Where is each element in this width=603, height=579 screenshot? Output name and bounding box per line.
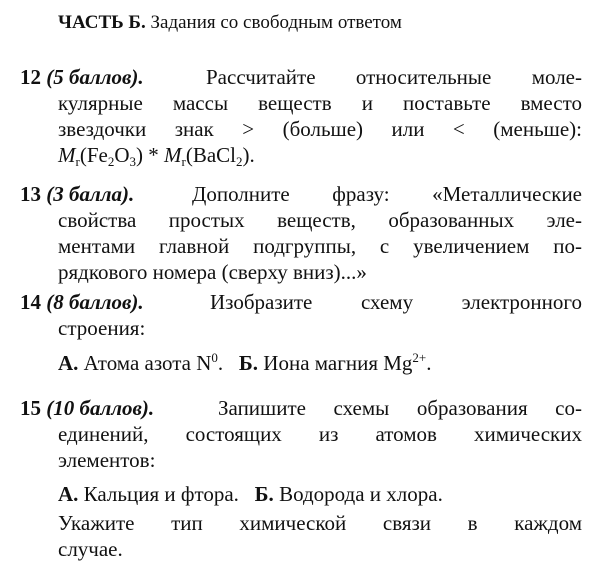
task-13-line-1: [20, 181, 582, 207]
option-b-text: Иона магния $Mg^{2+}$.: [263, 350, 432, 375]
task-15-note: [20, 510, 582, 562]
task-13: [20, 181, 582, 285]
task-15-options: [58, 482, 443, 507]
option-a-text: Атома азота $N^0$.: [83, 350, 224, 375]
task-14: [20, 289, 582, 341]
task-13-line-2: свойства простых веществ, образованных эле-: [58, 208, 582, 232]
task-14-text-1: Изобразите схему электронного: [210, 290, 582, 314]
task-13-text-1: Дополните фразу: «Металлические: [192, 182, 582, 206]
task-15-note-line-2: случае.: [58, 537, 123, 561]
task-12-line-1: [20, 64, 582, 90]
task-12-formula: $M_r(Fe_2O_3)$ * $M_r(BaCl_2)$.: [58, 143, 255, 169]
option-a-label: А.: [58, 482, 79, 506]
option-b-label: Б.: [238, 351, 259, 375]
option-a-label: А.: [58, 351, 79, 375]
section-title: [58, 12, 402, 34]
task-14-line-2: строения:: [58, 316, 146, 340]
task-12: [20, 64, 582, 175]
section-title-text: Задания со свободным ответом: [150, 12, 402, 33]
task-15-note-line-1: Укажите тип химической связи в каждом: [58, 511, 582, 535]
task-15-text-1: Запишите схемы образования со-: [218, 396, 582, 420]
task-12-line-3: звездочки знак > (больше) или < (меньше):: [58, 117, 582, 141]
task-14-line-1: [20, 289, 582, 315]
task-12-line-2: кулярные массы веществ и поставьте вместо: [58, 91, 582, 115]
task-14-options: [58, 350, 432, 376]
task-number: 13 (3 балла).: [20, 182, 135, 206]
task-number: 12 (5 баллов).: [20, 65, 144, 89]
option-b-label: Б.: [254, 482, 274, 506]
task-13-line-3: ментами главной подгруппы, с увеличением по-: [58, 234, 582, 258]
option-a-text: Кальция и фтора.: [83, 482, 239, 506]
task-13-line-4: рядкового номера (сверху вниз)...»: [58, 260, 367, 284]
task-15-line-1: [20, 395, 582, 421]
section-label: ЧАСТЬ Б.: [58, 12, 146, 33]
task-15: [20, 395, 582, 473]
task-12-text-1: Рассчитайте относительные моле-: [206, 65, 582, 89]
task-15-line-2: единений, состоящих из атомов химических: [58, 422, 582, 446]
option-b-text: Водорода и хлора.: [279, 482, 443, 506]
task-number: 14 (8 баллов).: [20, 290, 144, 314]
task-number: 15 (10 баллов).: [20, 396, 155, 420]
task-15-line-3: элементов:: [58, 448, 156, 472]
